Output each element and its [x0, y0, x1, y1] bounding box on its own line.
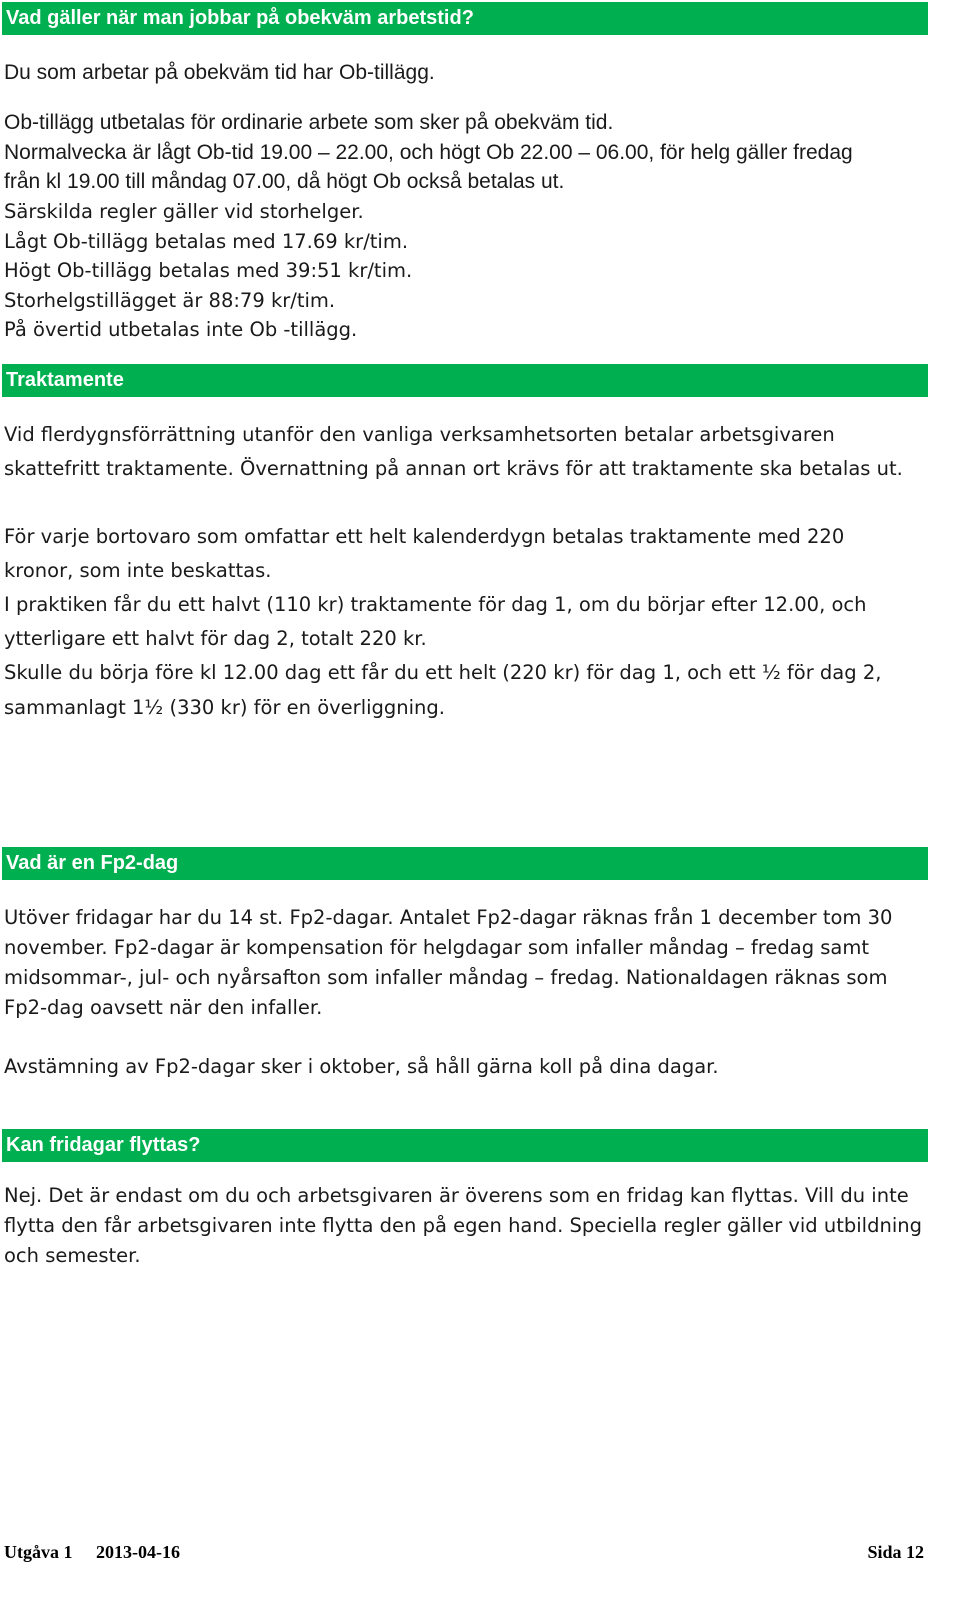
section-heading-ob: Vad gäller när man jobbar på obekväm arbetstid? — [2, 2, 928, 35]
ob-line: Storhelgstillägget är 88:79 kr/tim. — [4, 289, 336, 312]
fp2-line: november. Fp2-dagar är kompensation för helgdagar som infaller måndag – fredag samt — [4, 936, 870, 959]
traktamente-line: sammanlagt 1½ (330 kr) för en överliggning. — [4, 696, 445, 719]
fp2-line: Avstämning av Fp2-dagar sker i oktober, så håll gärna koll på dina dagar. — [4, 1055, 719, 1078]
ob-line: från kl 19.00 till måndag 07.00, då högt Ob också betalas ut. — [4, 170, 565, 193]
ob-line: Normalvecka är lågt Ob-tid 19.00 – 22.00, och högt Ob 22.00 – 06.00, för helg gäller fredag — [4, 141, 853, 164]
fridagar-line: och semester. — [4, 1244, 141, 1267]
section-heading-fp2: Vad är en Fp2-dag — [2, 847, 928, 880]
footer-date: 2013-04-16 — [96, 1542, 180, 1562]
fridagar-line: Nej. Det är endast om du och arbetsgivaren är överens som en fridag kan flyttas. Vill du inte — [4, 1184, 909, 1207]
fp2-line: Utöver fridagar har du 14 st. Fp2-dagar. Antalet Fp2-dagar räknas från 1 december tom 30 — [4, 906, 893, 929]
section-heading-fridagar: Kan fridagar flyttas? — [2, 1129, 928, 1162]
fridagar-line: flytta den får arbetsgivaren inte flytta den på egen hand. Speciella regler gäller vid utbildning — [4, 1214, 922, 1237]
ob-intro: Du som arbetar på obekväm tid har Ob-tillägg. — [4, 61, 435, 84]
traktamente-line: Vid flerdygnsförrättning utanför den vanliga verksamhetsorten betalar arbetsgivaren — [4, 423, 835, 446]
traktamente-line: Skulle du börja före kl 12.00 dag ett får du ett helt (220 kr) för dag 1, och ett ½ för dag 2, — [4, 661, 882, 684]
traktamente-line: ytterligare ett halvt för dag 2, totalt 220 kr. — [4, 627, 427, 650]
ob-line: På övertid utbetalas inte Ob -tillägg. — [4, 318, 358, 341]
section-heading-traktamente: Traktamente — [2, 364, 928, 397]
footer-page-number: Sida 12 — [867, 1542, 924, 1562]
traktamente-line: kronor, som inte beskattas. — [4, 559, 272, 582]
ob-line: Ob-tillägg utbetalas för ordinarie arbete som sker på obekväm tid. — [4, 111, 614, 134]
fp2-line: midsommar-, jul- och nyårsafton som infaller måndag – fredag. Nationaldagen räknas som — [4, 966, 888, 989]
traktamente-line: I praktiken får du ett halvt (110 kr) traktamente för dag 1, om du börjar efter 12.00, och — [4, 593, 867, 616]
traktamente-line: För varje bortovaro som omfattar ett helt kalenderdygn betalas traktamente med 220 — [4, 525, 845, 548]
footer-edition: Utgåva 1 — [4, 1542, 73, 1562]
ob-line: Lågt Ob-tillägg betalas med 17.69 kr/tim. — [4, 230, 409, 253]
ob-line: Högt Ob-tillägg betalas med 39:51 kr/tim. — [4, 259, 413, 282]
fp2-line: Fp2-dag oavsett när den infaller. — [4, 996, 323, 1019]
traktamente-line: skattefritt traktamente. Övernattning på annan ort krävs för att traktamente ska betalas ut. — [4, 457, 903, 480]
ob-line: Särskilda regler gäller vid storhelger. — [4, 200, 364, 223]
